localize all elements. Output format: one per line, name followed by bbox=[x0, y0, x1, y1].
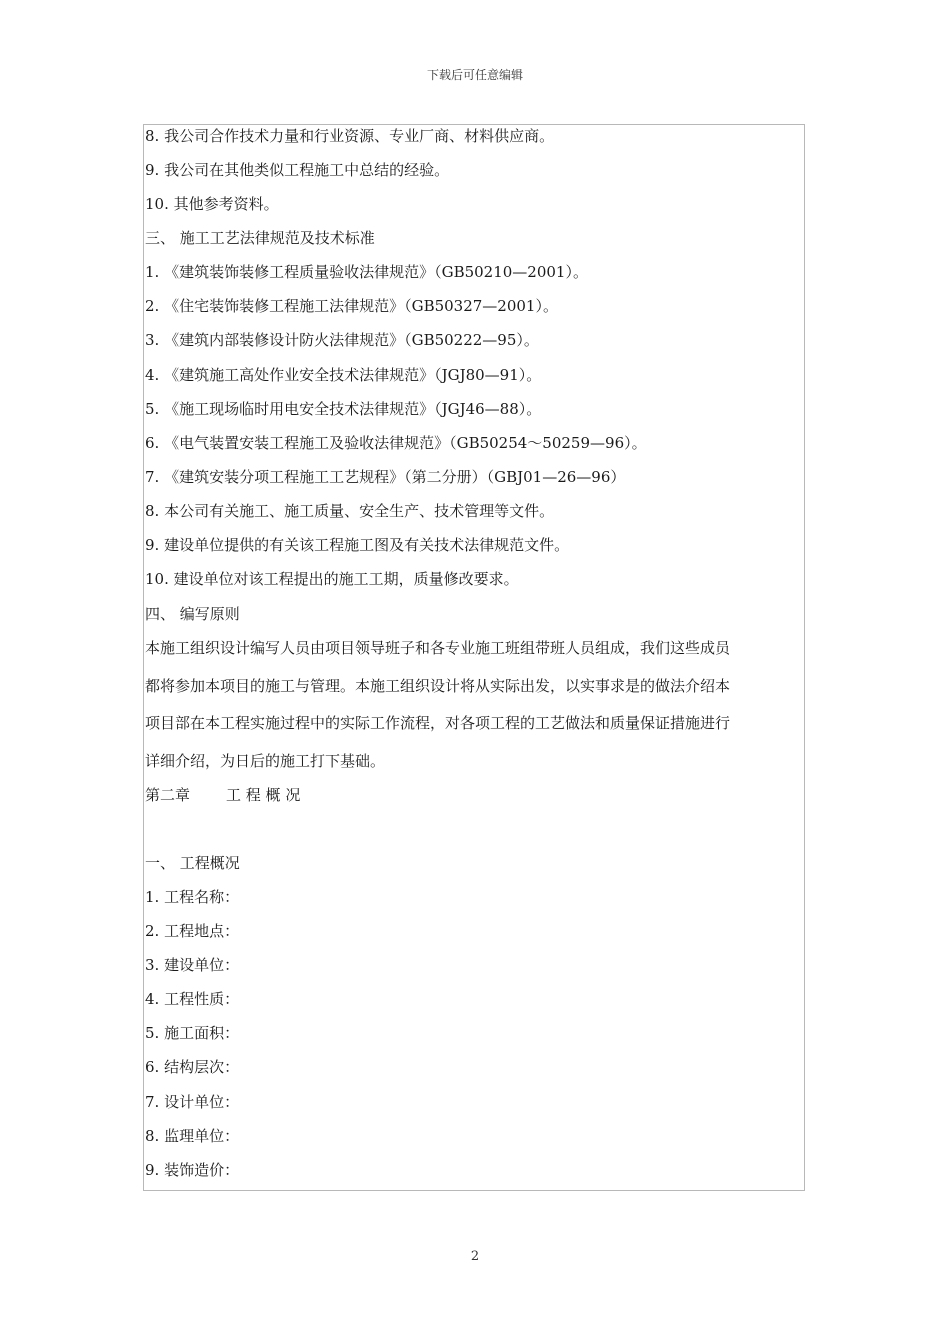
standard-item-6: 6. 《电气装置安装工程施工及验收法律规范》（GB50254～50259—96）。 bbox=[145, 434, 647, 452]
chapter-title: 工 程 概 况 bbox=[226, 786, 301, 804]
standard-item-5: 5. 《施工现场临时用电安全技术法律规范》（JGJ46—88）。 bbox=[145, 400, 542, 418]
overview-item-7: 7. 设计单位： bbox=[145, 1093, 240, 1111]
standard-item-1: 1. 《建筑装饰装修工程质量验收法律规范》（GB50210—2001）。 bbox=[145, 263, 588, 281]
overview-item-2: 2. 工程地点： bbox=[145, 922, 240, 940]
standard-item-8: 8. 本公司有关施工、施工质量、安全生产、技术管理等文件。 bbox=[145, 502, 555, 520]
standard-item-7: 7. 《建筑安装分项工程施工工艺规程》（第二分册）（GBJ01—26—96） bbox=[145, 468, 626, 486]
overview-item-1: 1. 工程名称： bbox=[145, 888, 240, 906]
content-frame bbox=[143, 124, 805, 1191]
standard-item-10: 10. 建设单位对该工程提出的施工工期，质量修改要求。 bbox=[145, 570, 519, 588]
chapter-heading bbox=[145, 786, 300, 804]
standard-item-2: 2. 《住宅装饰装修工程施工法律规范》（GB50327—2001）。 bbox=[145, 297, 558, 315]
paragraph-line-1: 本施工组织设计编写人员由项目领导班子和各专业施工班组带班人员组成，我们这些成员 bbox=[145, 639, 731, 657]
standard-item-3: 3. 《建筑内部装修设计防火法律规范》（GB50222—95）。 bbox=[145, 331, 539, 349]
overview-item-9: 9. 装饰造价： bbox=[145, 1161, 240, 1179]
text-line-3: 10. 其他参考资料。 bbox=[145, 195, 279, 213]
overview-item-4: 4. 工程性质： bbox=[145, 990, 240, 1008]
section-heading-3: 三、 施工工艺法律规范及技术标准 bbox=[145, 229, 375, 247]
overview-item-8: 8. 监理单位： bbox=[145, 1127, 240, 1145]
overview-item-6: 6. 结构层次： bbox=[145, 1058, 240, 1076]
section-heading-1: 一、 工程概况 bbox=[145, 854, 240, 872]
page-number: 2 bbox=[470, 1249, 480, 1264]
chapter-number: 第二章 bbox=[145, 786, 191, 804]
paragraph-line-4: 详细介绍，为日后的施工打下基础。 bbox=[145, 752, 386, 770]
page-header: 下载后可任意编辑 bbox=[426, 68, 523, 82]
section-heading-4: 四、 编写原则 bbox=[145, 605, 240, 623]
standard-item-4: 4. 《建筑施工高处作业安全技术法律规范》（JGJ80—91）。 bbox=[145, 366, 542, 384]
text-line-2: 9. 我公司在其他类似工程施工中总结的经验。 bbox=[145, 161, 450, 179]
standard-item-9: 9. 建设单位提供的有关该工程施工图及有关技术法律规范文件。 bbox=[145, 536, 570, 554]
overview-item-5: 5. 施工面积： bbox=[145, 1024, 240, 1042]
overview-item-3: 3. 建设单位： bbox=[145, 956, 240, 974]
text-line-1: 8. 我公司合作技术力量和行业资源、专业厂商、材料供应商。 bbox=[145, 127, 555, 145]
paragraph-line-2: 都将参加本项目的施工与管理。本施工组织设计将从实际出发，以实事求是的做法介绍本 bbox=[145, 677, 731, 695]
paragraph-line-3: 项目部在本工程实施过程中的实际工作流程，对各项工程的工艺做法和质量保证措施进行 bbox=[145, 714, 731, 732]
